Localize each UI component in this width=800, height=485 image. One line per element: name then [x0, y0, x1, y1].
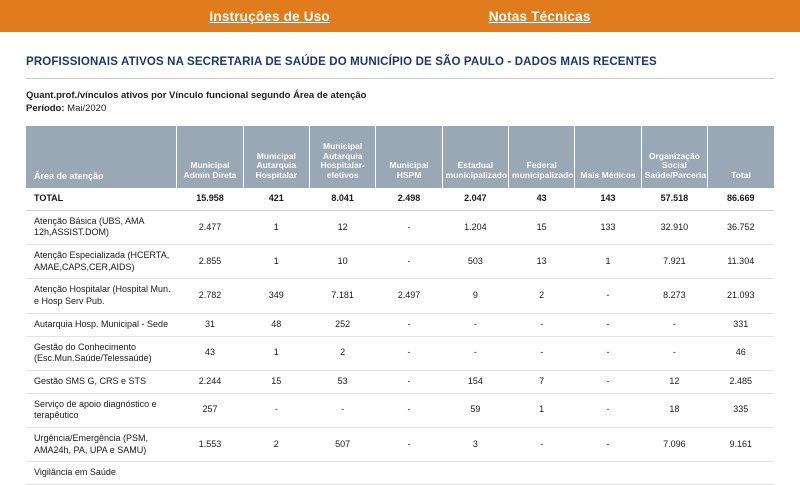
row-cell: 2.498	[376, 188, 442, 210]
table-row	[26, 427, 774, 461]
table-row	[26, 462, 774, 485]
row-cell: 12	[309, 210, 375, 244]
row-cell	[177, 462, 243, 485]
table-header-row	[26, 126, 774, 188]
row-cell: 43	[177, 336, 243, 370]
row-cell: -	[376, 336, 442, 370]
topbar-links	[130, 0, 670, 32]
row-cell: 349	[243, 279, 309, 313]
topbar-right-spacer	[670, 0, 800, 32]
row-cell: 2.477	[177, 210, 243, 244]
professionals-table	[26, 126, 774, 485]
row-cell: 1	[243, 210, 309, 244]
row-cell: 15.958	[177, 188, 243, 210]
row-cell: 252	[309, 313, 375, 336]
period-value: Mai/2020	[67, 103, 107, 114]
row-cell: -	[243, 393, 309, 427]
row-cell: 8.041	[309, 188, 375, 210]
row-cell: 2.047	[442, 188, 508, 210]
row-cell: 8.273	[641, 279, 707, 313]
row-cell: 18	[641, 393, 707, 427]
column-header-total: Total	[708, 126, 774, 188]
row-cell: 2	[309, 336, 375, 370]
row-cell	[509, 462, 575, 485]
row-cell: 7.096	[641, 427, 707, 461]
row-cell: -	[309, 393, 375, 427]
column-header-municipal-admin-direta: Municipal Admin Direta	[177, 126, 243, 188]
column-header-federal-municipalizado: Federal municipalizado	[509, 126, 575, 188]
row-cell: 1	[243, 336, 309, 370]
table-row	[26, 336, 774, 370]
row-cell: 1.204	[442, 210, 508, 244]
table-row	[26, 279, 774, 313]
period-label: Período:	[26, 103, 65, 114]
table-row	[26, 210, 774, 244]
row-cell: -	[575, 313, 641, 336]
row-cell: 9	[442, 279, 508, 313]
row-cell: -	[376, 393, 442, 427]
column-header-organizacao-social: Organização Social Saúde/Parceria	[641, 126, 707, 188]
row-cell: -	[376, 370, 442, 393]
table-row	[26, 245, 774, 279]
row-cell: 1.553	[177, 427, 243, 461]
row-cell: 36.752	[708, 210, 774, 244]
row-cell: 2.855	[177, 245, 243, 279]
row-cell: 86.669	[708, 188, 774, 210]
row-cell: 31	[177, 313, 243, 336]
column-header-municipal-autarquia-hospitalar-efetivos: Municipal Autarquia Hospitalar-efetivos	[309, 126, 375, 188]
notas-tecnicas-link[interactable]: Notas Técnicas	[488, 8, 591, 24]
row-label: Vigilância em Saúde	[26, 462, 177, 485]
report-period	[26, 103, 774, 114]
row-cell: 15	[243, 370, 309, 393]
row-cell: -	[575, 336, 641, 370]
row-cell: 59	[442, 393, 508, 427]
row-cell: 10	[309, 245, 375, 279]
row-cell: -	[575, 427, 641, 461]
row-cell: 13	[509, 245, 575, 279]
row-cell: 15	[509, 210, 575, 244]
page-content	[0, 56, 800, 485]
row-cell: 133	[575, 210, 641, 244]
row-cell: 57.518	[641, 188, 707, 210]
topbar-left-spacer	[0, 0, 130, 32]
page-title: PROFISSIONAIS ATIVOS NA SECRETARIA DE SAÚDE DO MUNICÍPIO DE SÃO PAULO - DADOS MAIS RECENTES	[26, 56, 657, 68]
row-cell: 11.304	[708, 245, 774, 279]
column-header-mais-medicos: Mais Médicos	[575, 126, 641, 188]
row-cell: 21.093	[708, 279, 774, 313]
row-cell	[708, 462, 774, 485]
column-header-area: Área de atenção	[26, 126, 177, 188]
row-cell: 2	[243, 427, 309, 461]
row-cell: 43	[509, 188, 575, 210]
row-cell: 53	[309, 370, 375, 393]
row-cell: 2	[509, 279, 575, 313]
row-cell: 1	[509, 393, 575, 427]
row-cell: 331	[708, 313, 774, 336]
row-cell: 2.244	[177, 370, 243, 393]
row-label: Autarquia Hosp. Municipal - Sede	[26, 313, 177, 336]
row-cell: -	[376, 210, 442, 244]
row-cell	[641, 462, 707, 485]
row-cell: 2.497	[376, 279, 442, 313]
row-cell: -	[442, 313, 508, 336]
row-cell: -	[641, 313, 707, 336]
row-cell: -	[575, 370, 641, 393]
row-label: Gestão do Conhecimento (Esc.Mun.Saúde/Telessaúde)	[26, 336, 177, 370]
row-cell: 154	[442, 370, 508, 393]
row-cell: 2.485	[708, 370, 774, 393]
column-header-estadual-municipalizado: Estadual municipalizado	[442, 126, 508, 188]
row-cell	[376, 462, 442, 485]
row-label: Urgência/Emergência (PSM, AMA24h, PA, UPA e SAMU)	[26, 427, 177, 461]
row-cell: 3	[442, 427, 508, 461]
row-cell: 143	[575, 188, 641, 210]
table-row	[26, 370, 774, 393]
title-divider	[26, 78, 774, 79]
row-label: Serviço de apoio diagnóstico e terapêutico	[26, 393, 177, 427]
row-label: Atenção Hospitalar (Hospital Mun. e Hosp Serv Pub.	[26, 279, 177, 313]
row-cell: 503	[442, 245, 508, 279]
row-label: Gestão SMS G, CRS e STS	[26, 370, 177, 393]
row-cell: -	[575, 279, 641, 313]
row-label: TOTAL	[26, 188, 177, 210]
row-cell: 48	[243, 313, 309, 336]
row-cell: 1	[575, 245, 641, 279]
row-cell	[243, 462, 309, 485]
row-cell: 32.910	[641, 210, 707, 244]
row-cell: -	[376, 427, 442, 461]
row-cell: 46	[708, 336, 774, 370]
row-cell	[442, 462, 508, 485]
row-label: Atenção Especializada (HCERTA, AMAE,CAPS,CER,AIDS)	[26, 245, 177, 279]
row-cell	[309, 462, 375, 485]
report-subtitle: Quant.prof./vínculos ativos por Vínculo funcional segundo Área de atenção	[26, 90, 367, 101]
row-cell: 7	[509, 370, 575, 393]
row-cell	[575, 462, 641, 485]
table-body	[26, 188, 774, 485]
row-cell: 2.782	[177, 279, 243, 313]
row-cell: -	[509, 313, 575, 336]
row-cell: -	[575, 393, 641, 427]
row-cell: -	[442, 336, 508, 370]
row-cell: 421	[243, 188, 309, 210]
row-cell: 12	[641, 370, 707, 393]
row-cell: -	[509, 427, 575, 461]
top-navigation-bar	[0, 0, 800, 32]
row-cell: 257	[177, 393, 243, 427]
row-label: Atenção Básica (UBS, AMA 12h,ASSIST.DOM)	[26, 210, 177, 244]
row-cell: 9.161	[708, 427, 774, 461]
row-cell: 507	[309, 427, 375, 461]
row-cell: -	[641, 336, 707, 370]
row-cell: -	[376, 245, 442, 279]
table-row	[26, 393, 774, 427]
row-cell: 335	[708, 393, 774, 427]
row-cell: 7.181	[309, 279, 375, 313]
column-header-municipal-hspm: Municipal HSPM	[376, 126, 442, 188]
row-cell: 7.921	[641, 245, 707, 279]
row-cell: -	[509, 336, 575, 370]
instrucoes-de-uso-link[interactable]: Instruções de Uso	[209, 8, 330, 24]
row-cell: 1	[243, 245, 309, 279]
table-row	[26, 313, 774, 336]
table-row	[26, 188, 774, 210]
row-cell: -	[376, 313, 442, 336]
column-header-municipal-autarquia-hospitalar: Municipal Autarquia Hospitalar	[243, 126, 309, 188]
